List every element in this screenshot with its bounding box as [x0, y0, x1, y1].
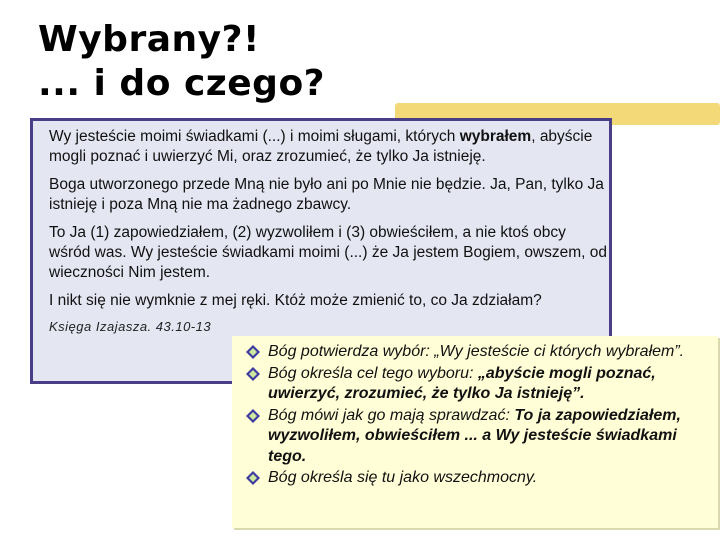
note-1-text: Bóg potwierdza wybór: „Wy jesteście ci których wybrałem”. — [268, 343, 685, 360]
quote-p1-text-end: , abyście mogli poznać i uwierzyć Mi, oraz zrozumieć, że tylko Ja istnieję. — [49, 128, 593, 165]
note-item-1 — [240, 342, 714, 363]
quote-paragraph-4: I nikt się nie wymknie z mej ręki. Któż może zmienić to, co Ja zdziałam? — [49, 292, 542, 309]
slide-title — [38, 18, 325, 106]
title-line-2: ... i do czego? — [38, 63, 326, 104]
commentary-notes-box — [232, 336, 718, 528]
diamond-bullet-icon — [246, 345, 260, 359]
note-item-4 — [240, 468, 714, 489]
title-line-1: Wybrany?! — [38, 19, 260, 60]
notes-list — [240, 342, 714, 489]
note-item-2 — [240, 364, 714, 405]
diamond-bullet-icon — [246, 409, 260, 423]
quote-paragraph-3: To Ja (1) zapowiedziałem, (2) wyzwoliłem i (3) obwieściłem, a nie ktoś obcy wśród was. Wy jesteście świadkami moimi (...) że Ja jestem Bogiem, owszem, od wieczności Nim jestem. — [49, 224, 608, 281]
note-2-emphasis: „abyście mogli poznać, uwierzyć, zrozumieć, że tylko Ja istnieję”. — [268, 364, 656, 402]
note-3-emphasis: To ja zapowiedziałem, wyzwoliłem, obwieściłem ... a Wy jesteście świadkami tego. — [268, 406, 681, 465]
quote-paragraph-1 — [49, 127, 609, 167]
note-2-text: Bóg określa cel tego wyboru: — [268, 364, 478, 382]
quote-source: Księga Izajasza. 43.10-13 — [49, 319, 212, 334]
quote-p1-emphasis: wybrałem — [459, 128, 532, 145]
quote-p1-text: Wy jesteście moimi świadkami (...) i moimi sługami, których — [49, 128, 460, 145]
note-3-text: Bóg mówi jak go mają sprawdzać: — [268, 406, 515, 424]
quote-paragraph-2: Boga utworzonego przede Mną nie było ani po Mnie nie będzie. Ja, Pan, tylko Ja istnieję i poza Mną nie ma żadnego zbawcy. — [49, 176, 604, 213]
note-4-text: Bóg określa się tu jako wszechmocny. — [268, 469, 538, 486]
diamond-bullet-icon — [246, 367, 260, 381]
diamond-bullet-icon — [246, 471, 260, 485]
note-item-3 — [240, 406, 714, 468]
